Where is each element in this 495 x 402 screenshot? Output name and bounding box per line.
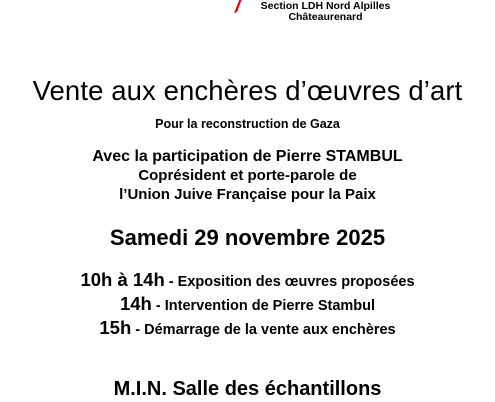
schedule-description: - Démarrage de la vente aux enchères — [131, 322, 396, 338]
guest-role: Coprésident et porte-parole de — [138, 167, 357, 184]
schedule-time: 14h — [119, 293, 152, 314]
schedule-item — [0, 268, 495, 294]
org-city: Châteaurenard — [288, 11, 363, 23]
page-subtitle: Pour la reconstruction de Gaza — [155, 117, 340, 131]
org-section-name: Section LDH Nord Alpilles — [260, 0, 391, 12]
guest-intro: Avec la participation de Pierre STAMBUL — [92, 148, 403, 165]
schedule-item — [0, 292, 495, 318]
schedule-description: - Intervention de Pierre Stambul — [151, 298, 376, 314]
event-venue: M.I.N. Salle des échantillons — [113, 378, 382, 400]
schedule-time: 10h à 14h — [80, 269, 165, 290]
schedule-time: 15h — [99, 317, 132, 338]
guest-organization: l’Union Juive Française pour la Paix — [119, 186, 376, 203]
event-date: Samedi 29 novembre 2025 — [109, 225, 386, 250]
schedule-description: - Exposition des œuvres proposées — [164, 274, 415, 290]
page-title: Vente aux enchères d’œuvres d’art — [32, 75, 463, 106]
schedule-item — [0, 316, 495, 342]
